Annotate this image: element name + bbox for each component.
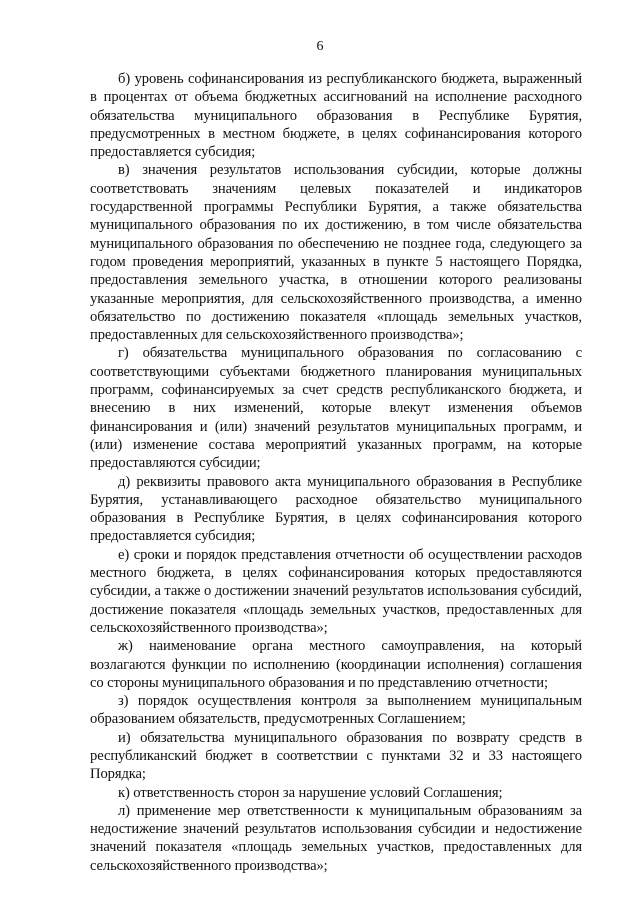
paragraph-b: б) уровень софинансирования из республиканского бюджета, выраженный в процентах от объема бюджетных ассигнований на исполнение расходного обязательства муниципального образования в Республике Бурятия, предусмотренных в местном бюджете, в целях софинансирования которого предоставляется субсидия;	[90, 71, 582, 161]
paragraph-v: в) значения результатов использования субсидии, которые должны соответствовать значениям целевых показателей и индикаторов государственной программы Республики Бурятия, а также обязательства муниципального образования по их достижению, в том числе обязательства муниципального образования по обеспечению не позднее года, следующего за годом проведения мероприятий, указанных в пункте 5 настоящего Порядка, предоставления земельного участка, в отношении которого реализованы указанные мероприятия, для сельскохозяйственного производства, а именно обязательство по достижению показателя «площадь земельных участков, предоставленных для сельскохозяйственного производства»;	[90, 162, 582, 344]
document-body	[90, 70, 582, 875]
paragraph-zh: ж) наименование органа местного самоуправления, на который возлагаются функции по исполнению (координации исполнения) соглашения со стороны муниципального образования и по представлению отчетности;	[90, 638, 582, 691]
paragraph-k: к) ответственность сторон за нарушение условий Соглашения;	[118, 784, 503, 801]
paragraph-z: з) порядок осуществления контроля за выполнением муниципальным образованием обязательств, предусмотренных Соглашением;	[90, 693, 582, 728]
page-number: 6	[316, 39, 324, 54]
paragraph-i: и) обязательства муниципального образования по возврату средств в республиканский бюджет в соответствии с пунктами 32 и 33 настоящего Порядка;	[90, 729, 582, 783]
paragraph-l: л) применение мер ответственности к муниципальным образованиям за недостижение значений результатов использования субсидии и недостижение значений показателя «площадь земельных участков, предоставленных для сельскохозяйственного производства»;	[90, 802, 582, 874]
paragraph-e: е) сроки и порядок представления отчетности об осуществлении расходов местного бюджета, в целях софинансирования которых предоставляются субсидии, а также о достижении значений результатов использования субсидий, достижение показателя «площадь земельных участков, предоставленных для сельскохозяйственного производства»;	[90, 546, 582, 636]
paragraph-d: д) реквизиты правового акта муниципального образования в Республике Бурятия, устанавливающего расходное обязательство муниципального образования в Республике Бурятия, в целях софинансирования которого предоставляется субсидия;	[90, 473, 582, 545]
paragraph-g: г) обязательства муниципального образования по согласованию с соответствующими субъектами бюджетного планирования муниципальных программ, софинансируемых за счет средств республиканского бюджета, и внесению в них изменений, которые влекут изменения объемов финансирования и (или) значений результатов муниципальных программ, и (или) изменение состава мероприятий указанных программ, на которые предоставляются субсидии;	[90, 345, 582, 472]
